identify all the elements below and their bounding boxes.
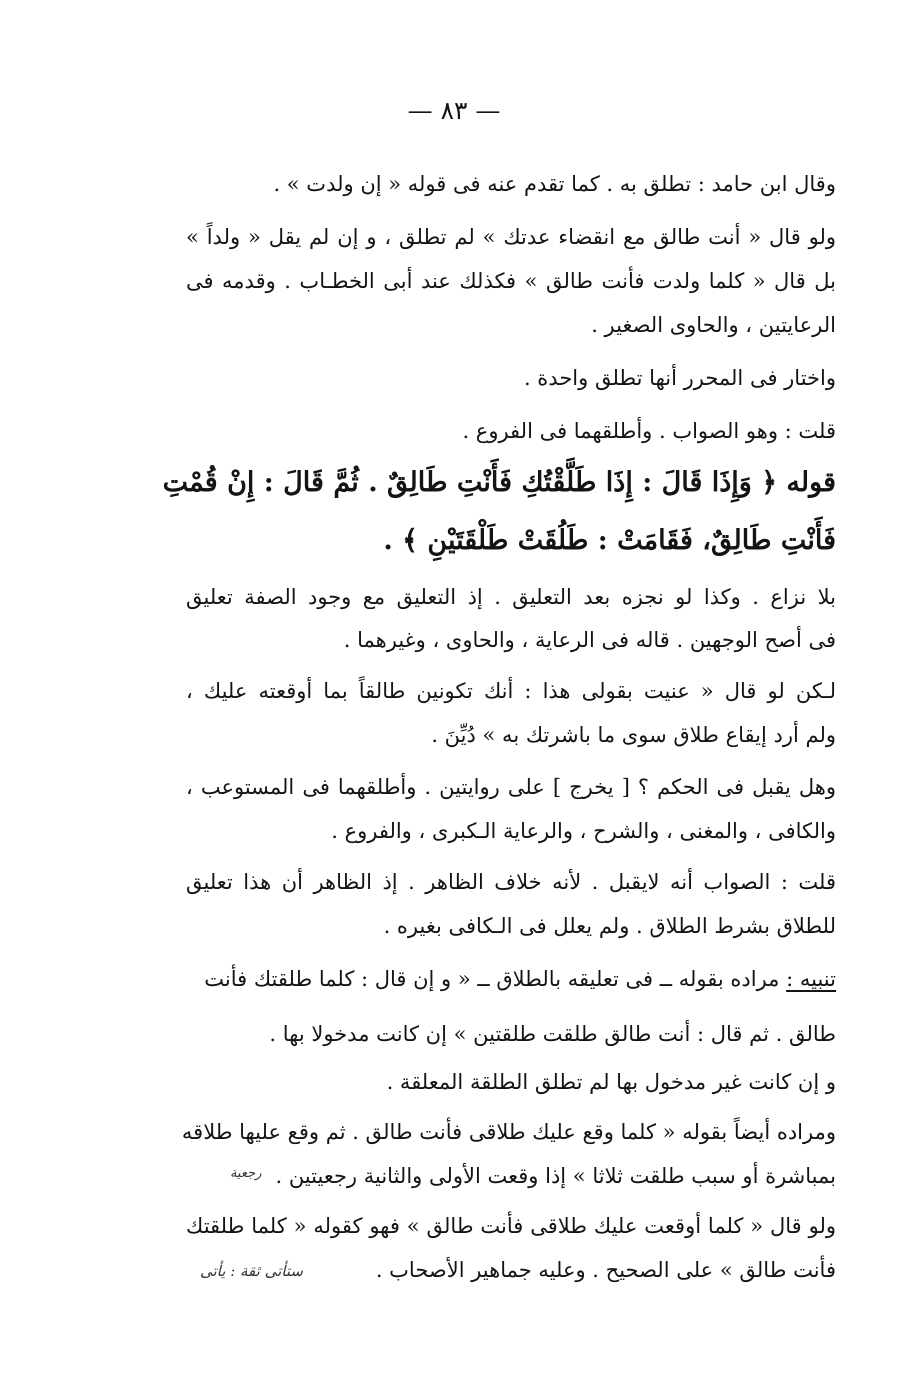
text-line-17: و إن كانت غير مدخول بها لم تطلق الطلقة المعلقة . xyxy=(386,1070,836,1094)
handwritten-margin-note: رجعية xyxy=(230,1166,262,1181)
text-line-1: وقال ابن حامد : تطلق به . كما تقدم عنه فى قوله « إن ولدت » . xyxy=(273,172,836,196)
handwritten-foot-note: ستأتى ثقة : يأتى xyxy=(200,1262,303,1280)
text-line-3: بل قال « كلما ولدت فأنت طالق » فكذلك عند أبى الخطـاب . وقدمه فى xyxy=(186,269,836,293)
text-line-13: قلت : الصواب أنه لايقبل . لأنه خلاف الظاهر . إذ الظاهر أن هذا تعليق xyxy=(186,870,836,894)
text-line-6: قلت : وهو الصواب . وأطلقهما فى الفروع . xyxy=(462,419,836,443)
text-line-12: والكافى ، والمغنى ، والشرح ، والرعاية الـكبرى ، والفروع . xyxy=(331,819,836,843)
text-line-10: ولم أرد إيقاع طلاق سوى ما باشرتك به » دُيِّنَ . xyxy=(431,723,836,747)
text-line-16: طالق . ثم قال : أنت طالق طلقت طلقتين » إن كانت مدخولا بها . xyxy=(269,1022,836,1046)
text-line-14: للطلاق بشرط الطلاق . ولم يعلل فى الـكافى بغيره . xyxy=(383,914,836,938)
tanbih-text: مراده بقوله ــ فى تعليقه بالطلاق ــ « و إن قال : كلما طلقتك فأنت xyxy=(204,967,780,991)
text-line-4: الرعايتين ، والحاوى الصغير . xyxy=(591,313,836,337)
text-line-19: بمباشرة أو سبب طلقت ثلاثا » إذا وقعت الأولى والثانية رجعيتين . xyxy=(275,1164,836,1188)
text-line-7: بلا نزاع . وكذا لو نجزه بعد التعليق . إذ التعليق مع وجود الصفة تعليق xyxy=(186,585,836,609)
tanbih-label: تنبيه : xyxy=(786,967,836,991)
text-line-9: لـكن لو قال « عنيت بقولى هذا : أنك تكونين طالقاً بما أوقعته عليك ، xyxy=(186,679,836,703)
quote-line-1: قوله ﴿ وَإِذَا قَالَ : إِذَا طَلَّقْتُكِ فَأَنْتِ طَالِقٌ . ثُمَّ قَالَ : إِنْ قُمْتِ xyxy=(162,467,836,498)
tanbih-line xyxy=(186,967,836,995)
text-line-18: ومراده أيضاً بقوله « كلما وقع عليك طلاقى فأنت طالق . ثم وقع عليها طلاقه xyxy=(181,1120,836,1144)
page-number: — ٨٣ — xyxy=(407,96,501,125)
text-line-8: فى أصح الوجهين . قاله فى الرعاية ، والحاوى ، وغيرهما . xyxy=(343,628,836,652)
text-line-20: ولو قال « كلما أوقعت عليك طلاقى فأنت طالق » فهو كقوله « كلما طلقتك xyxy=(186,1214,836,1238)
text-line-21: فأنت طالق » على الصحيح . وعليه جماهير الأصحاب . xyxy=(375,1258,836,1282)
text-line-5: واختار فى المحرر أنها تطلق واحدة . xyxy=(523,366,836,390)
text-line-11: وهل يقبل فى الحكم ؟ [ يخرج ] على روايتين . وأطلقهما فى المستوعب ، xyxy=(186,775,836,799)
quote-line-2: فَأَنْتِ طَالِقٌ، فَقَامَتْ : طَلُقَتْ طَلْقَتَيْنِ ﴾ . xyxy=(383,525,836,556)
text-line-2: ولو قال « أنت طالق مع انقضاء عدتك » لم تطلق ، و إن لم يقل « ولداً » xyxy=(186,225,836,249)
